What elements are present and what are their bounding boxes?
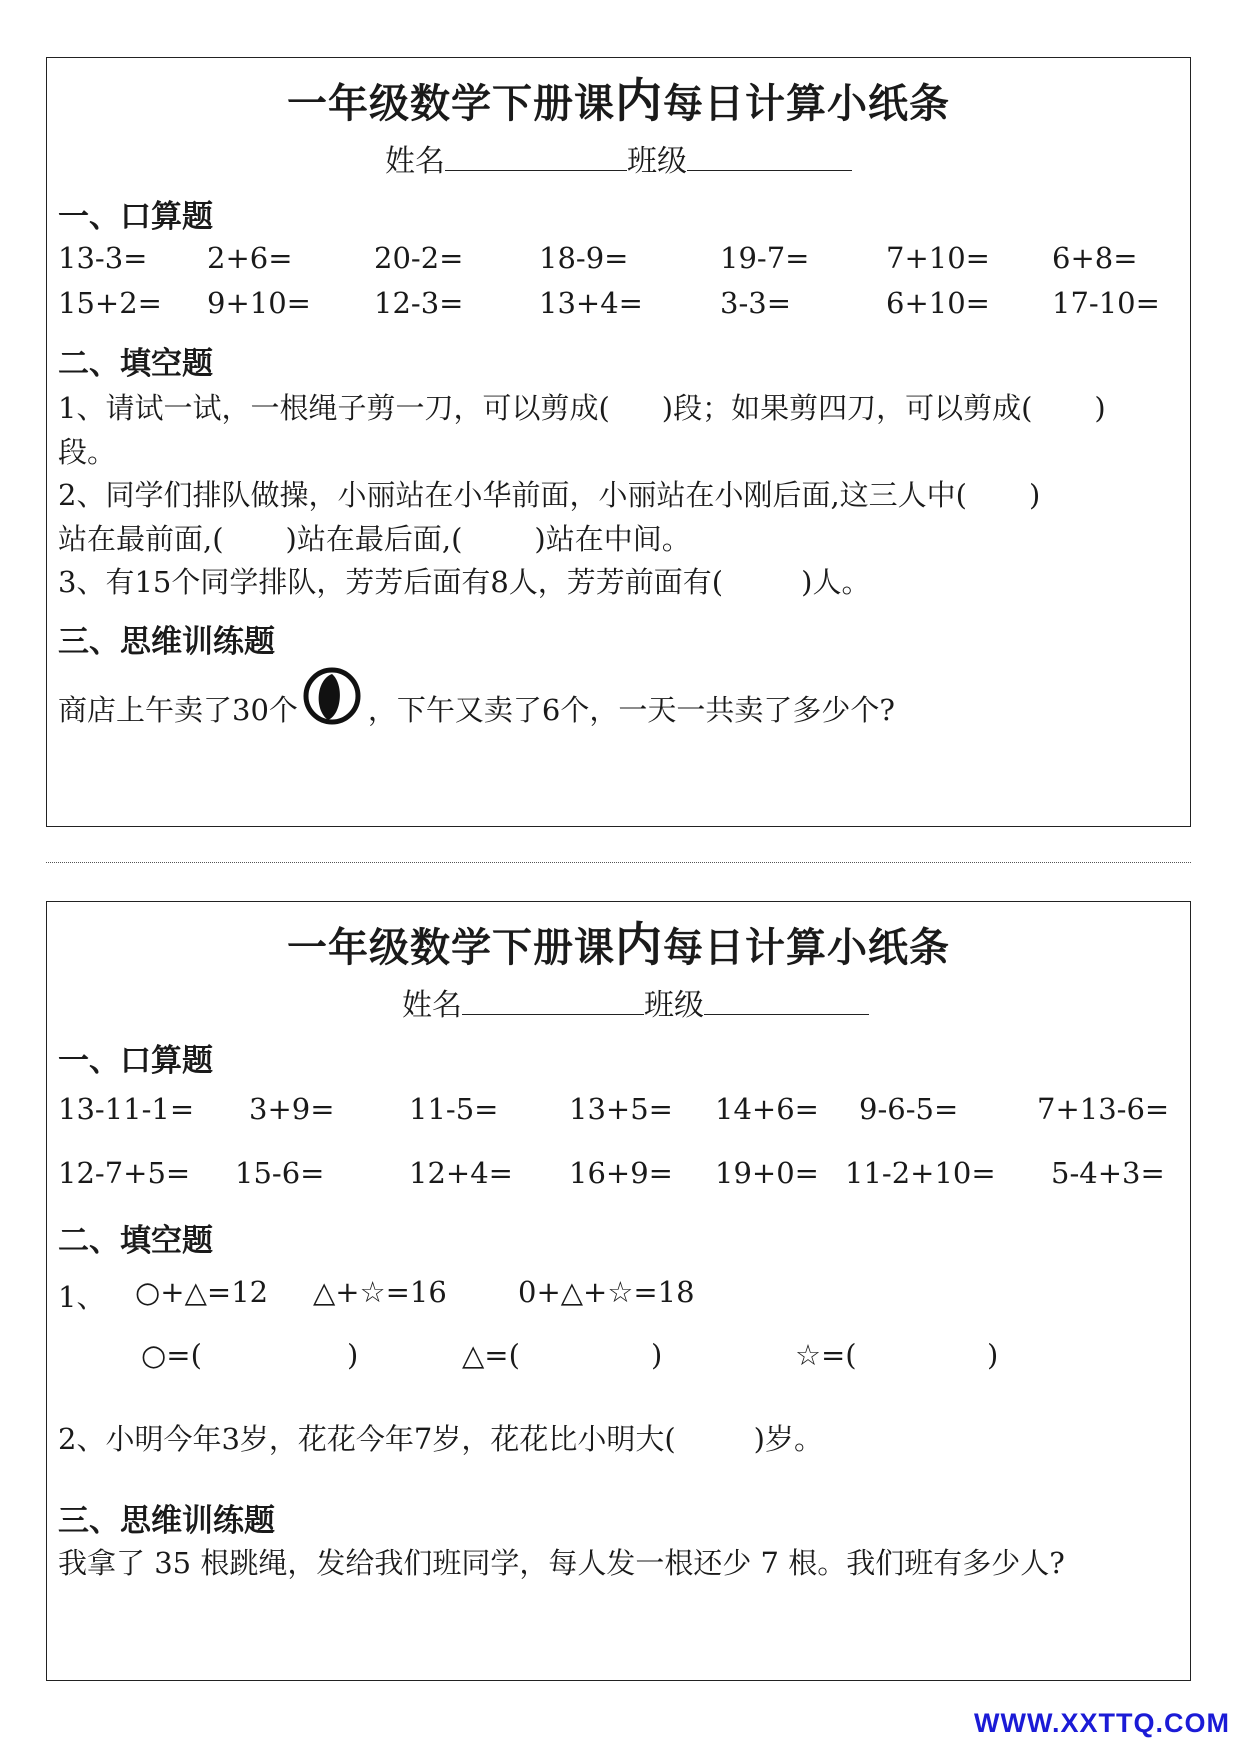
question-text: 1、请试一试，一根绳子剪一刀，可以剪成( xyxy=(58,391,610,425)
question-text: ) xyxy=(1028,478,1041,512)
section-heading-oral: 一、口算题 xyxy=(58,1043,213,1079)
equation: 12-3= xyxy=(374,286,464,320)
question-text: 3、有15个同学排队，芳芳后面有8人，芳芳前面有( xyxy=(58,565,724,599)
equation: 15-6= xyxy=(235,1156,325,1190)
title-text: 每日计算小纸条 xyxy=(663,81,950,127)
question-2 xyxy=(58,1417,823,1461)
question-text: )站在最后面,( xyxy=(285,522,463,556)
class-label: 班级 xyxy=(644,988,704,1023)
website-watermark: WWW.XXTTQ.COM xyxy=(974,1708,1230,1738)
equation: 12+4= xyxy=(409,1156,513,1190)
title-text: 每日计算小纸条 xyxy=(663,925,950,971)
name-blank[interactable] xyxy=(445,140,627,171)
equation: 13+4= xyxy=(539,286,643,320)
equation: 2+6= xyxy=(207,241,293,275)
question-text: 段。 xyxy=(58,435,117,469)
class-blank[interactable] xyxy=(687,140,852,171)
shape-equation: ○+△=12 xyxy=(135,1275,269,1309)
question-text: ) xyxy=(1094,391,1106,425)
title-text: 一年级数学下册课 xyxy=(287,81,615,127)
equation: 7+10= xyxy=(886,241,990,275)
name-label: 姓名 xyxy=(402,988,462,1023)
equation: 11-5= xyxy=(409,1092,499,1126)
name-class-row xyxy=(47,136,1190,180)
title-text-big: 内 xyxy=(615,918,663,973)
equation: 20-2= xyxy=(374,241,464,275)
equation: 5-4+3= xyxy=(1051,1156,1165,1190)
section-heading-fill: 二、填空题 xyxy=(58,346,213,382)
question-text: 2、同学们排队做操，小丽站在小华前面，小丽站在小刚后面,这三人中( xyxy=(58,478,967,512)
answer-star-open: ☆=( xyxy=(795,1338,857,1372)
equation: 16+9= xyxy=(569,1156,673,1190)
question-1 xyxy=(58,386,1106,474)
equation: 13+5= xyxy=(569,1092,673,1126)
class-label: 班级 xyxy=(627,144,687,179)
answer-triangle-open: △=( xyxy=(462,1338,520,1372)
question-number: 1、 xyxy=(58,1280,106,1314)
equation: 18-9= xyxy=(539,241,629,275)
worksheet-card-1 xyxy=(46,57,1191,827)
equation: 3+9= xyxy=(249,1092,335,1126)
section-heading-thinking: 三、思维训练题 xyxy=(58,624,275,660)
section-heading-thinking: 三、思维训练题 xyxy=(58,1503,275,1539)
question-text: 站在最前面,( xyxy=(58,522,224,556)
question-text: )段；如果剪四刀，可以剪成( xyxy=(661,391,1033,425)
answer-circle-close: ) xyxy=(347,1338,359,1372)
question-text: 2、小明今年3岁，花花今年7岁，花花比小明大( xyxy=(58,1422,676,1456)
equation: 9+10= xyxy=(207,286,311,320)
equation: 6+8= xyxy=(1052,241,1138,275)
name-label: 姓名 xyxy=(385,144,445,179)
page-title xyxy=(47,908,1190,975)
equation: 19-7= xyxy=(720,241,810,275)
cut-line-divider xyxy=(46,862,1191,863)
equation: 11-2+10= xyxy=(845,1156,996,1190)
shape-equation: 0+△+☆=18 xyxy=(518,1275,695,1309)
equation: 9-6-5= xyxy=(859,1092,959,1126)
answer-circle-open: ○=( xyxy=(141,1338,202,1372)
question-text: )岁。 xyxy=(753,1422,823,1456)
name-class-row xyxy=(47,980,1190,1024)
section-heading-oral: 一、口算题 xyxy=(58,199,213,235)
equation: 13-11-1= xyxy=(58,1092,195,1126)
question-text: )站在中间。 xyxy=(534,522,691,556)
equation: 17-10= xyxy=(1052,286,1160,320)
question-3 xyxy=(58,560,870,604)
answer-triangle-close: ) xyxy=(651,1338,663,1372)
shape-equation: △+☆=16 xyxy=(313,1275,447,1309)
equation: 15+2= xyxy=(58,286,162,320)
section-heading-fill: 二、填空题 xyxy=(58,1223,213,1259)
thinking-question xyxy=(58,666,895,745)
equation: 6+10= xyxy=(886,286,990,320)
equation: 19+0= xyxy=(715,1156,819,1190)
title-text-big: 内 xyxy=(615,74,663,129)
equation: 12-7+5= xyxy=(58,1156,191,1190)
question-text: )人。 xyxy=(801,565,871,599)
equation: 13-3= xyxy=(58,241,148,275)
page-title xyxy=(47,64,1190,131)
bun-icon xyxy=(302,666,364,728)
question-text: ，下午又卖了6个，一天一共卖了多少个? xyxy=(367,693,895,727)
answer-star-close: ) xyxy=(987,1338,999,1372)
question-2 xyxy=(58,473,1040,561)
name-blank[interactable] xyxy=(462,984,644,1015)
question-text: 商店上午卖了30个 xyxy=(58,693,298,727)
thinking-question: 我拿了 35 根跳绳，发给我们班同学，每人发一根还少 7 根。我们班有多少人? xyxy=(58,1546,1065,1580)
equation: 7+13-6= xyxy=(1037,1092,1170,1126)
equation: 3-3= xyxy=(720,286,791,320)
class-blank[interactable] xyxy=(704,984,869,1015)
title-text: 一年级数学下册课 xyxy=(287,925,615,971)
equation: 14+6= xyxy=(715,1092,819,1126)
worksheet-card-2 xyxy=(46,901,1191,1681)
